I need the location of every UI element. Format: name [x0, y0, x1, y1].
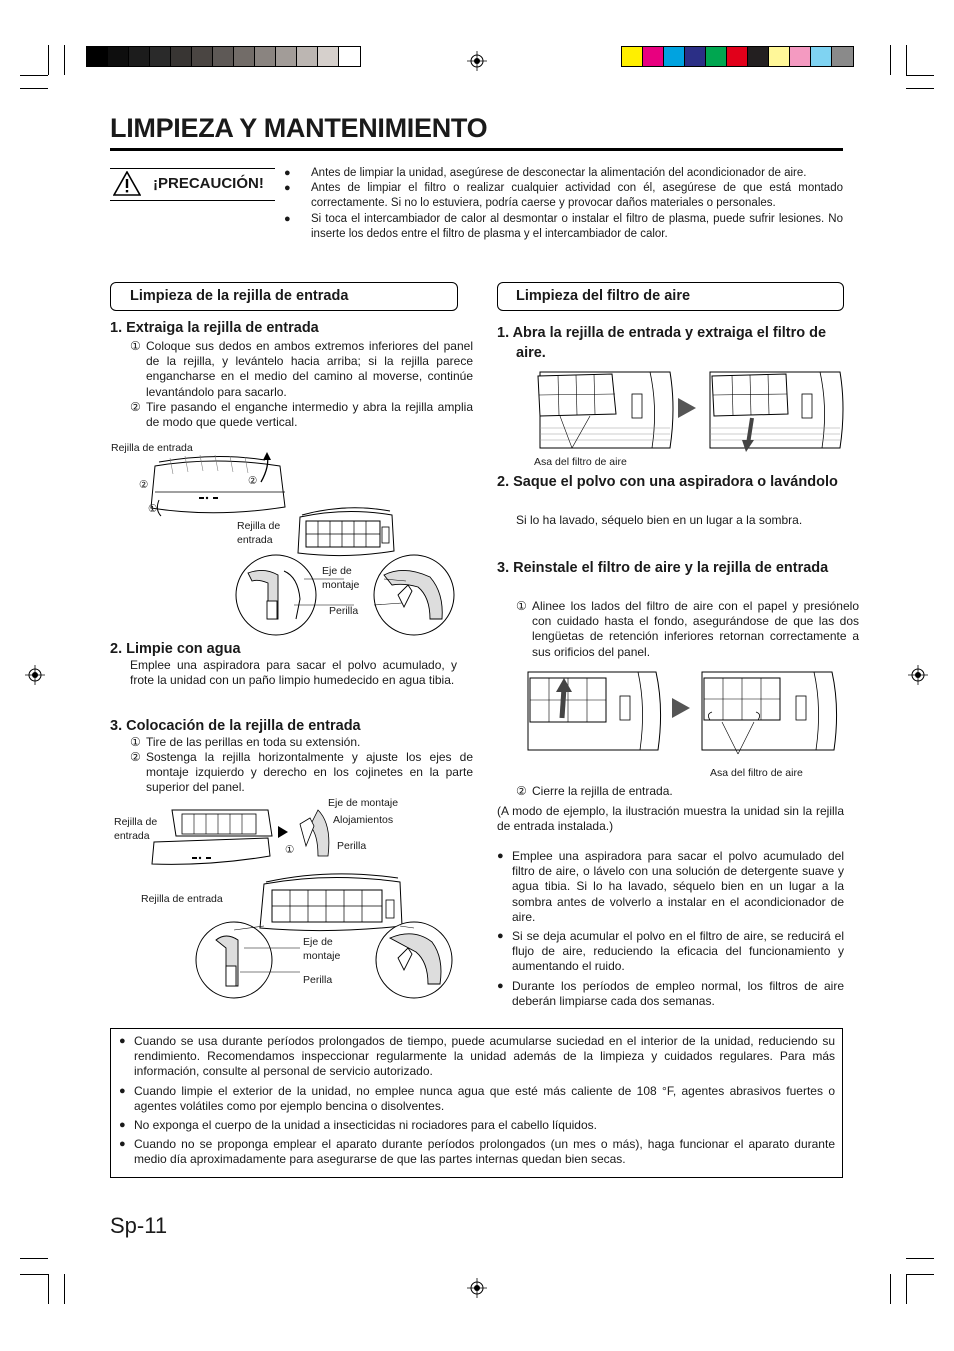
registration-mark-icon [25, 665, 45, 685]
crop-mark [48, 1274, 49, 1304]
color-swatch [664, 47, 685, 66]
color-swatch [832, 47, 853, 66]
substep [516, 784, 859, 799]
crop-mark [20, 1258, 48, 1259]
step-title: 1. Abra la rejilla de entrada y extraiga el filtro de aire. [497, 325, 827, 361]
step-title: 2. Limpie con agua [110, 641, 241, 657]
figure-caption: Asa del filtro de aire [534, 456, 627, 468]
note-item: ● No exponga el cuerpo de la unidad a insecticidas ni rociadores para el cabello líquidos. [119, 1118, 835, 1133]
color-swatch [339, 47, 360, 66]
page-number: Sp-11 [110, 1213, 168, 1238]
title-divider [110, 148, 843, 151]
color-swatch [297, 47, 318, 66]
substep-text: Tire de las perillas en toda su extensión. [146, 735, 361, 749]
figure-label: Rejilla de entrada [114, 816, 158, 842]
section-title-grille: Limpieza de la rejilla de entrada [130, 288, 349, 304]
page-title: LIMPIEZA Y MANTENIMIENTO [110, 113, 488, 143]
color-swatch [706, 47, 727, 66]
figure-label: Rejilla de entrada [111, 442, 193, 454]
color-swatch [643, 47, 664, 66]
crop-mark [906, 1274, 907, 1304]
figure-label: Perilla [337, 840, 367, 852]
step-body: Si lo ha lavado, séquelo bien en un lugar a la sombra. [516, 513, 803, 527]
tip-item: ● Durante los períodos de empleo normal, los filtros de aire deberán limpiarse cada dos semanas. [497, 979, 844, 1009]
substep-text: Cierre la rejilla de entrada. [532, 784, 673, 798]
step-title: 3. Reinstale el filtro de aire y la rejilla de entrada [497, 560, 829, 576]
color-swatch [129, 47, 150, 66]
section-title-filter: Limpieza del filtro de aire [516, 288, 691, 304]
registration-mark-icon [467, 51, 487, 71]
color-swatch [171, 47, 192, 66]
filter-install-illustration [526, 668, 838, 756]
color-swatch [685, 47, 706, 66]
color-swatch [811, 47, 832, 66]
step-title: 3. Colocación de la rejilla de entrada [110, 718, 361, 734]
figure-label: Eje de montaje [322, 565, 360, 591]
caution-item: ● Antes de limpiar el filtro o realizar cualquier actividad con él, asegúrese de que está montado correctamente. Si no lo estuviera, podría caerse y provocar daños materiales o personales. [284, 181, 843, 211]
registration-mark-icon [908, 665, 928, 685]
step-body: Emplee una aspiradora para sacar el polvo acumulado, y frote la unidad con un paño limpio humedecido en agua tibia. [130, 658, 457, 688]
substep-number: ① [516, 599, 527, 613]
figure-label: Eje de montaje [303, 936, 341, 962]
crop-mark [20, 88, 48, 89]
color-swatch [727, 47, 748, 66]
color-swatch [769, 47, 790, 66]
figure-label: Perilla [303, 974, 333, 986]
figure-marker: ② [248, 475, 258, 487]
crop-mark [890, 1274, 891, 1304]
figure-marker: ② [139, 479, 149, 491]
step-title: 2. Saque el polvo con una aspiradora o lavándolo [497, 474, 838, 490]
substep-text: Alinee los lados del filtro de aire con el papel y presiónelo con cuidado hasta el fondo, asegurándose de que las dos lengüetas de retención inferiores retornan correctamente a sus orificios del panel. [532, 599, 859, 659]
caution-item: ● Antes de limpiar la unidad, asegúrese de desconectar la alimentación del acondicionador de aire. [284, 166, 843, 181]
registration-mark-icon [467, 1278, 487, 1298]
substep-text: Tire pasando el enganche intermedio y abra la rejilla amplia de modo que quede vertical. [146, 400, 473, 430]
crop-mark [906, 75, 934, 76]
crop-mark [64, 1274, 65, 1304]
figure-label: Rejilla de entrada [237, 520, 281, 546]
substep [516, 599, 859, 660]
example-note: (A modo de ejemplo, la ilustración muestra la unidad sin la rejilla de entrada instalada.) [497, 804, 844, 834]
crop-mark [906, 88, 934, 89]
color-swatch [255, 47, 276, 66]
crop-mark [48, 45, 49, 75]
color-swatch [150, 47, 171, 66]
color-swatch [192, 47, 213, 66]
color-swatch [234, 47, 255, 66]
crop-mark [20, 1274, 48, 1275]
substep-text: Sostenga la rejilla horizontalmente y ajuste los ejes de montaje izquierdo y derecho en los cojinetes en la parte superior del panel. [146, 750, 473, 795]
caution-label: ¡PRECAUCIÓN! [153, 175, 264, 192]
crop-mark [906, 1274, 934, 1275]
caution-item: ● Si toca el intercambiador de calor al desmontar o instalar el filtro de plasma, puede sufrir lesiones. No inserte los dedos entre el filtro de plasma y el intercambiador de calor. [284, 212, 843, 242]
maintenance-notes-list [119, 1034, 835, 1168]
color-swatch [87, 47, 108, 66]
crop-mark [890, 45, 891, 75]
step-title: 1. Extraiga la rejilla de entrada [110, 320, 319, 336]
substep-number: ② [130, 400, 141, 414]
substep [130, 735, 473, 750]
figure-label: Rejilla de entrada [141, 893, 223, 905]
substep-number: ① [130, 339, 141, 353]
figure-caption: Asa del filtro de aire [710, 767, 803, 779]
figure-marker: ① [148, 503, 158, 515]
substep-text: Coloque sus dedos en ambos extremos inferiores del panel de la rejilla, y levántelo hacia arriba; si la rejilla parece engancharse en el medio del camino al moverse, continúe levantándolo para sacarlo. [146, 339, 473, 399]
note-item: ● Cuando no se proponga emplear el aparato durante períodos prolongados (un mes o más), haga funcionar el aparato durante medio día aproximadamente para asegurarse de que las partes internas quedan bien secas. [119, 1137, 835, 1167]
crop-mark [20, 75, 48, 76]
grayscale-color-bar [86, 46, 361, 67]
warning-triangle-icon [113, 171, 141, 196]
tip-item: ● Si se deja acumular el polvo en el filtro de aire, se reducirá el flujo de aire, reduciendo la eficacia del funcionamiento y aumentando el ruido. [497, 929, 844, 975]
filter-tips-list [497, 849, 844, 1009]
substep [130, 400, 473, 430]
color-swatch [276, 47, 297, 66]
crop-mark [906, 45, 907, 75]
substep-number: ② [516, 784, 527, 798]
color-swatch [790, 47, 811, 66]
tip-item: ● Emplee una aspiradora para sacar el polvo acumulado del filtro de aire, o lávelo con una solución de detergente suave y agua tibia. Si lo ha lavado, séquelo bien en un lugar a la sombra antes de volverlo a instalar en el acondicionador de aire. [497, 849, 844, 925]
process-color-bar [621, 46, 854, 67]
filter-removal-illustration [520, 368, 844, 452]
color-swatch [318, 47, 339, 66]
caution-list [284, 166, 843, 242]
figure-label: Alojamientos [333, 814, 394, 826]
grille-install-illustration [150, 806, 330, 868]
figure-marker: ① [285, 844, 295, 856]
substep-number: ① [130, 735, 141, 749]
color-swatch [622, 47, 643, 66]
note-item: ● Cuando limpie el exterior de la unidad, no emplee nunca agua que esté más caliente de 108 °F, agentes abrasivos fuertes o agentes volátiles como por ejemplo bencina o disolventes. [119, 1084, 835, 1114]
grille-removal-illustration [135, 452, 295, 524]
figure-label: Perilla [329, 605, 359, 617]
color-swatch [748, 47, 769, 66]
figure-label: Eje de montaje [328, 797, 399, 809]
crop-mark [906, 1258, 934, 1259]
color-swatch [108, 47, 129, 66]
substep [130, 339, 473, 400]
substep-number: ② [130, 750, 141, 764]
note-item: ● Cuando se usa durante períodos prolongados de tiempo, puede acumularse suciedad en el interior de la unidad, reduciendo su rendimiento. Recomendamos inspeccionar regularmente la unidad además de la limpieza y cuidados regulares. Para más información, consulte al personal de servicio autorizado. [119, 1034, 835, 1080]
substep [130, 750, 473, 796]
crop-mark [64, 45, 65, 75]
color-swatch [213, 47, 234, 66]
